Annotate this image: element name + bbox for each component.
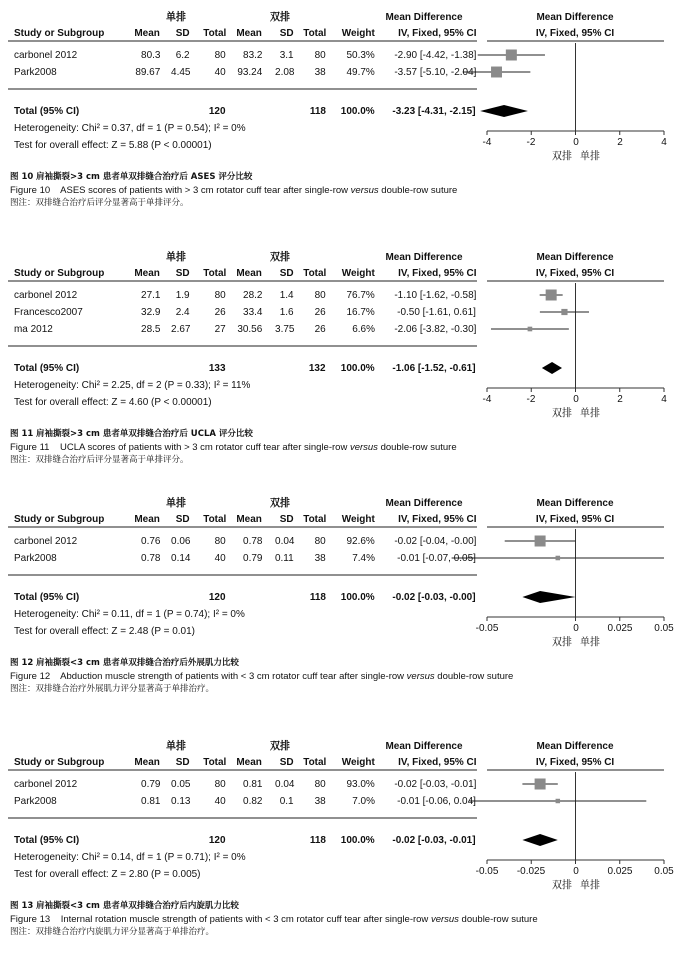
effect-header: Mean Difference	[385, 11, 463, 23]
total-label: Total (95% CI)	[14, 834, 80, 846]
x-tick-label: -2	[526, 136, 536, 148]
study-sd2: 0.04	[274, 535, 294, 547]
study-sd1: 4.45	[170, 66, 190, 78]
study-sd2: 1.4	[280, 289, 294, 301]
study-mean2: 33.4	[242, 306, 262, 318]
x-tick-label: 4	[661, 136, 667, 148]
mean1-col-header: Mean	[134, 756, 160, 768]
pooled-diamond	[480, 105, 528, 117]
figure-title-zh: 肩袖撕裂>3 cm 患者单双排缝合治疗后 UCLA 评分比较	[36, 429, 253, 439]
study-total2: 80	[314, 49, 326, 61]
study-name: Park2008	[14, 66, 57, 78]
study-sd2: 0.1	[280, 795, 294, 807]
figure-note-zh: 图注：双排缝合治疗内旋肌力评分显著高于单排治疗。	[10, 927, 215, 937]
figure-title-zh: 肩袖撕裂<3 cm 患者单双排缝合治疗后外展肌力比较	[36, 658, 239, 668]
study-ci-text: -0.02 [-0.04, -0.00]	[393, 535, 476, 547]
total-n2: 132	[309, 362, 326, 374]
favours-left-label: 双排	[551, 879, 572, 891]
caption-en-italic: versus	[349, 442, 378, 453]
figure-note-zh: 图注：双排缝合治疗外展肌力评分显著高于单排治疗。	[10, 684, 215, 694]
study-total1: 27	[214, 323, 226, 335]
weight-col-header: Weight	[341, 27, 375, 39]
total-n2: 118	[309, 834, 326, 846]
pooled-diamond	[522, 834, 557, 846]
study-sd2: 1.6	[280, 306, 294, 318]
overall-effect-text: Test for overall effect: Z = 2.80 (P = 0.005)	[14, 868, 201, 880]
study-weight-square	[556, 799, 560, 803]
study-col-header: Study or Subgroup	[14, 513, 105, 525]
study-name: ma 2012	[14, 323, 53, 335]
study-mean2: 0.81	[242, 778, 262, 790]
caption-en-text: Figure 10 ASES scores of patients with > 3 cm rotator cuff tear after single-row	[10, 185, 351, 196]
study-col-header: Study or Subgroup	[14, 756, 105, 768]
study-mean1: 0.78	[140, 552, 160, 564]
study-name: carbonel 2012	[14, 49, 78, 61]
total2-col-header: Total	[302, 27, 326, 39]
heterogeneity-text: Heterogeneity: Chi² = 0.11, df = 1 (P = 0.74); I² = 0%	[14, 608, 245, 620]
study-col-header: Study or Subgroup	[14, 27, 105, 39]
caption-en-tail: double-row suture	[458, 914, 538, 925]
study-total2: 26	[314, 323, 326, 335]
study-weight: 50.3%	[346, 49, 375, 61]
study-total1: 80	[214, 289, 226, 301]
sd2-col-header: SD	[280, 267, 294, 279]
total-ci-text: -1.06 [-1.52, -0.61]	[392, 362, 476, 374]
study-total2: 80	[314, 778, 326, 790]
total2-col-header: Total	[302, 756, 326, 768]
x-tick-label: 2	[616, 136, 623, 148]
study-sd1: 0.13	[170, 795, 190, 807]
figure-title-zh: 肩袖撕裂<3 cm 患者单双排缝合治疗后内旋肌力比较	[36, 901, 239, 911]
overall-effect-text: Test for overall effect: Z = 2.48 (P = 0.01)	[14, 625, 195, 637]
study-name: Francesco2007	[14, 306, 83, 318]
method-col-header: IV, Fixed, 95% CI	[397, 756, 476, 768]
study-total2: 26	[314, 306, 326, 318]
study-sd2: 3.1	[280, 49, 294, 61]
study-ci-text: -2.06 [-3.82, -0.30]	[393, 323, 476, 335]
group1-header: 单排	[166, 497, 186, 509]
group1-header: 单排	[166, 251, 186, 263]
effect-header-plot: Mean Difference	[536, 11, 614, 23]
caption-en-tail: double-row suture	[377, 442, 457, 453]
sd2-col-header: SD	[280, 27, 294, 39]
study-mean1: 0.76	[140, 535, 160, 547]
study-ci-text: -3.57 [-5.10, -2.04]	[393, 66, 476, 78]
method-col-header: IV, Fixed, 95% CI	[397, 27, 476, 39]
caption-en-text: Figure 11 UCLA scores of patients with > 3 cm rotator cuff tear after single-row	[10, 442, 350, 453]
group2-header: 双排	[270, 740, 290, 752]
study-weight: 7.0%	[352, 795, 375, 807]
figure-caption-en	[10, 915, 538, 925]
total-n1: 120	[209, 591, 226, 603]
study-ci-text: -1.10 [-1.62, -0.58]	[393, 289, 476, 301]
figure-number-zh: 图 11	[10, 429, 34, 439]
figure-caption-en	[10, 672, 513, 682]
caption-en-italic: versus	[350, 185, 379, 196]
study-weight-square	[546, 290, 557, 301]
x-tick-label: -4	[482, 393, 492, 405]
study-mean1: 27.1	[140, 289, 160, 301]
total-ci-text: -0.02 [-0.03, -0.01]	[392, 834, 476, 846]
x-tick-label: -0.05	[475, 622, 499, 634]
total-weight: 100.0%	[341, 834, 375, 846]
heterogeneity-text: Heterogeneity: Chi² = 2.25, df = 2 (P = 0.33); I² = 11%	[14, 379, 251, 391]
total2-col-header: Total	[302, 267, 326, 279]
mean2-col-header: Mean	[236, 27, 262, 39]
study-mean2: 93.24	[237, 66, 262, 78]
study-name: Park2008	[14, 552, 57, 564]
study-mean1: 0.79	[140, 778, 160, 790]
study-weight: 7.4%	[352, 552, 375, 564]
study-sd1: 2.67	[170, 323, 190, 335]
method-col-header-plot: IV, Fixed, 95% CI	[535, 513, 615, 525]
forest-plot-figure	[0, 4, 684, 239]
figure-caption-zh	[10, 902, 239, 911]
study-sd2: 3.75	[274, 323, 294, 335]
group2-header: 双排	[270, 11, 290, 23]
method-col-header: IV, Fixed, 95% CI	[397, 267, 476, 279]
study-total1: 40	[214, 552, 226, 564]
mean2-col-header: Mean	[236, 267, 262, 279]
study-sd1: 1.9	[176, 289, 190, 301]
study-weight-square	[528, 327, 533, 332]
study-sd1: 0.06	[170, 535, 190, 547]
total2-col-header: Total	[302, 513, 326, 525]
study-weight: 49.7%	[346, 66, 375, 78]
favours-right-label: 单排	[579, 407, 600, 419]
study-weight: 93.0%	[346, 778, 375, 790]
total1-col-header: Total	[202, 27, 226, 39]
total-n1: 120	[209, 105, 226, 117]
figure-caption-zh	[10, 430, 253, 439]
weight-col-header: Weight	[341, 756, 375, 768]
method-col-header: IV, Fixed, 95% CI	[397, 513, 476, 525]
overall-effect-text: Test for overall effect: Z = 5.88 (P < 0.00001)	[14, 139, 212, 151]
x-tick-label: -4	[482, 136, 492, 148]
favours-right-label: 单排	[579, 636, 600, 648]
study-col-header: Study or Subgroup	[14, 267, 105, 279]
forest-plot-figure	[0, 733, 684, 968]
mean1-col-header: Mean	[134, 513, 160, 525]
favours-left-label: 双排	[551, 407, 572, 419]
favours-right-label: 单排	[579, 150, 600, 162]
total-n1: 133	[209, 362, 226, 374]
figure-caption-zh	[10, 659, 239, 668]
figure-note-zh: 图注：双排缝合治疗后评分显著高于单排评分。	[10, 455, 189, 465]
study-mean2: 0.82	[242, 795, 262, 807]
sd2-col-header: SD	[280, 513, 294, 525]
study-mean2: 83.2	[242, 49, 262, 61]
study-name: carbonel 2012	[14, 289, 78, 301]
total1-col-header: Total	[202, 756, 226, 768]
study-sd2: 2.08	[274, 66, 294, 78]
figure-note-zh: 图注：双排缝合治疗后评分显著高于单排评分。	[10, 198, 189, 208]
x-tick-label: 0.05	[654, 865, 674, 877]
mean2-col-header: Mean	[236, 513, 262, 525]
caption-en-text: Figure 12 Abduction muscle strength of patients with < 3 cm rotator cuff tear after single-row	[10, 671, 407, 682]
forest-plot-figure	[0, 244, 684, 479]
method-col-header-plot: IV, Fixed, 95% CI	[535, 756, 615, 768]
total-ci-text: -3.23 [-4.31, -2.15]	[392, 105, 476, 117]
study-sd1: 0.05	[170, 778, 190, 790]
total-weight: 100.0%	[341, 591, 375, 603]
heterogeneity-text: Heterogeneity: Chi² = 0.37, df = 1 (P = 0.54); I² = 0%	[14, 122, 246, 134]
study-mean2: 30.56	[237, 323, 262, 335]
study-total2: 80	[314, 535, 326, 547]
effect-header-plot: Mean Difference	[536, 251, 614, 263]
study-name: carbonel 2012	[14, 778, 78, 790]
study-weight-square	[506, 50, 517, 61]
study-sd2: 0.11	[275, 552, 294, 564]
sd1-col-header: SD	[176, 27, 190, 39]
study-ci-text: -0.50 [-1.61, 0.61]	[397, 306, 476, 318]
figure-caption-en	[10, 443, 457, 453]
pooled-diamond	[542, 362, 562, 374]
total-n1: 120	[209, 834, 226, 846]
caption-en-text: Figure 13 Internal rotation muscle strength of patients with < 3 cm rotator cuff tear after single-row	[10, 914, 431, 925]
effect-header: Mean Difference	[385, 740, 463, 752]
study-name: Park2008	[14, 795, 57, 807]
caption-en-italic: versus	[430, 914, 459, 925]
study-ci-text: -2.90 [-4.42, -1.38]	[393, 49, 476, 61]
favours-left-label: 双排	[551, 150, 572, 162]
overall-effect-text: Test for overall effect: Z = 4.60 (P < 0.00001)	[14, 396, 212, 408]
x-tick-label: -0.025	[517, 865, 546, 877]
forest-plot-figure	[0, 490, 684, 725]
caption-en-italic: versus	[406, 671, 435, 682]
study-weight: 6.6%	[352, 323, 375, 335]
heterogeneity-text: Heterogeneity: Chi² = 0.14, df = 1 (P = 0.71); I² = 0%	[14, 851, 246, 863]
figure-title-zh: 肩袖撕裂>3 cm 患者单双排缝合治疗后 ASES 评分比较	[36, 172, 253, 182]
study-ci-text: -0.01 [-0.07, 0.05]	[397, 552, 476, 564]
mean2-col-header: Mean	[236, 756, 262, 768]
x-tick-label: 0	[572, 393, 579, 405]
x-tick-label: 0	[572, 136, 579, 148]
total1-col-header: Total	[202, 513, 226, 525]
x-tick-label: 0	[572, 865, 579, 877]
study-ci-text: -0.01 [-0.06, 0.04]	[397, 795, 476, 807]
study-mean1: 89.67	[135, 66, 160, 78]
favours-right-label: 单排	[579, 879, 600, 891]
study-mean1: 32.9	[140, 306, 160, 318]
study-total1: 26	[214, 306, 226, 318]
study-total1: 80	[214, 535, 226, 547]
x-tick-label: 0.05	[654, 622, 674, 634]
method-col-header-plot: IV, Fixed, 95% CI	[535, 267, 615, 279]
study-total2: 38	[314, 552, 326, 564]
study-mean2: 0.78	[242, 535, 262, 547]
method-col-header-plot: IV, Fixed, 95% CI	[535, 27, 615, 39]
mean1-col-header: Mean	[134, 27, 160, 39]
sd1-col-header: SD	[176, 267, 190, 279]
effect-header-plot: Mean Difference	[536, 497, 614, 509]
figure-number-zh: 图 12	[10, 658, 34, 668]
favours-left-label: 双排	[551, 636, 572, 648]
study-weight-square	[491, 67, 502, 78]
study-total1: 80	[214, 778, 226, 790]
study-total1: 40	[214, 66, 226, 78]
study-total1: 40	[214, 795, 226, 807]
study-sd2: 0.04	[274, 778, 294, 790]
sd2-col-header: SD	[280, 756, 294, 768]
study-sd1: 2.4	[176, 306, 190, 318]
total-ci-text: -0.02 [-0.03, -0.00]	[392, 591, 476, 603]
study-weight: 92.6%	[346, 535, 375, 547]
group2-header: 双排	[270, 497, 290, 509]
total-weight: 100.0%	[341, 362, 375, 374]
weight-col-header: Weight	[341, 513, 375, 525]
total-label: Total (95% CI)	[14, 591, 80, 603]
x-tick-label: 4	[661, 393, 667, 405]
x-tick-label: 0	[572, 622, 579, 634]
study-ci-text: -0.02 [-0.03, -0.01]	[393, 778, 476, 790]
total-n2: 118	[309, 105, 326, 117]
study-weight-square	[535, 779, 546, 790]
study-weight: 16.7%	[346, 306, 375, 318]
x-tick-label: 2	[616, 393, 623, 405]
group2-header: 双排	[270, 251, 290, 263]
caption-en-tail: double-row suture	[434, 671, 514, 682]
pooled-diamond	[522, 591, 575, 603]
study-mean1: 0.81	[140, 795, 160, 807]
study-mean2: 0.79	[242, 552, 262, 564]
study-total2: 80	[314, 289, 326, 301]
study-mean1: 80.3	[140, 49, 160, 61]
figure-caption-zh	[10, 173, 252, 182]
caption-en-tail: double-row suture	[378, 185, 458, 196]
total-n2: 118	[309, 591, 326, 603]
study-weight: 76.7%	[346, 289, 375, 301]
group1-header: 单排	[166, 11, 186, 23]
study-name: carbonel 2012	[14, 535, 78, 547]
effect-header: Mean Difference	[385, 251, 463, 263]
total1-col-header: Total	[202, 267, 226, 279]
x-tick-label: -0.05	[475, 865, 499, 877]
study-weight-square	[556, 556, 561, 561]
study-sd1: 6.2	[176, 49, 190, 61]
sd1-col-header: SD	[176, 756, 190, 768]
total-label: Total (95% CI)	[14, 362, 80, 374]
total-label: Total (95% CI)	[14, 105, 80, 117]
study-weight-square	[535, 536, 546, 547]
x-tick-label: 0.025	[607, 622, 633, 634]
study-total2: 38	[314, 66, 326, 78]
study-total1: 80	[214, 49, 226, 61]
study-mean1: 28.5	[140, 323, 160, 335]
weight-col-header: Weight	[341, 267, 375, 279]
x-tick-label: 0.025	[607, 865, 633, 877]
figure-number-zh: 图 10	[10, 172, 34, 182]
group1-header: 单排	[166, 740, 186, 752]
figure-number-zh: 图 13	[10, 901, 34, 911]
study-mean2: 28.2	[242, 289, 262, 301]
total-weight: 100.0%	[341, 105, 375, 117]
effect-header-plot: Mean Difference	[536, 740, 614, 752]
study-sd1: 0.14	[170, 552, 190, 564]
study-weight-square	[561, 309, 567, 315]
figure-caption-en	[10, 186, 457, 196]
mean1-col-header: Mean	[134, 267, 160, 279]
x-tick-label: -2	[526, 393, 536, 405]
effect-header: Mean Difference	[385, 497, 463, 509]
study-total2: 38	[314, 795, 326, 807]
sd1-col-header: SD	[176, 513, 190, 525]
